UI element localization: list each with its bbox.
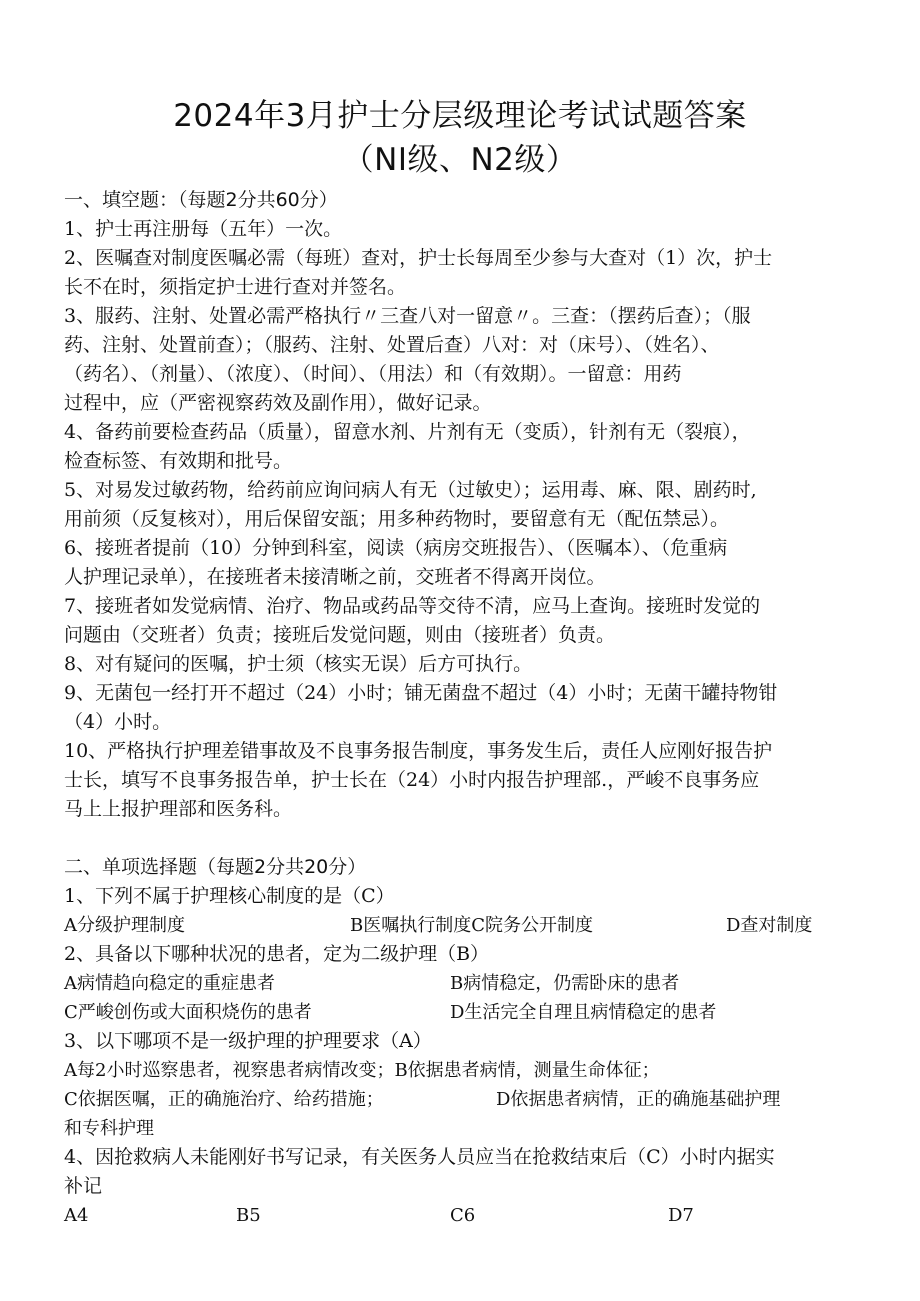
section1-line: 2、医嘱查对制度医嘱必需（每班）查对，护士长每周至少参与大查对（1）次，护士 [64, 247, 773, 269]
question-2-options-row1 [64, 969, 864, 998]
section-spacer [64, 824, 864, 853]
option-d: D查对制度 [726, 915, 813, 936]
document-title: 2024年3月护士分层级理论考试试题答案 [173, 98, 747, 134]
section1-line: 3、服药、注射、处置必需严格执行〃三查八对一留意〃。三查：（摆药后查）；（服 [64, 305, 751, 327]
option-d: D7 [668, 1205, 694, 1226]
option-c: C依据医嘱，正的确施治疗、给药措施； [64, 1089, 384, 1110]
option-a: A分级护理制度 [64, 915, 185, 936]
option-b-c: B医嘱执行制度C院务公开制度 [350, 915, 593, 936]
section1-line: 8、对有疑问的医嘱，护士须（核实无误）后方可执行。 [64, 653, 533, 675]
question-3-stem: 3、以下哪项不是一级护理的护理要求（A） [64, 1030, 432, 1052]
section1-line: 5、对易发过敏药物，给药前应询问病人有无（过敏史）；运用毒、麻、限、剧药时, [64, 479, 757, 501]
option-d: D生活完全自理且病情稳定的患者 [450, 1002, 717, 1023]
section1-line: 6、接班者提前（10）分钟到科室，阅读（病房交班报告）、（医嘱本）、（危重病 [64, 537, 728, 559]
option-d: D依据患者病情，正的确施基础护理 [496, 1089, 781, 1110]
question-4-stem: 4、因抢救病人未能刚好书写记录，有关医务人员应当在抢救结束后（C）小时内据实 [64, 1146, 775, 1168]
section1-line: 7、接班者如发觉病情、治疗、物品或药品等交待不清，应马上查询。接班时发觉的 [64, 595, 761, 617]
option-b: B病情稳定，仍需卧床的患者 [450, 973, 680, 994]
question-1-options [64, 911, 864, 940]
section1-line: 问题由（交班者）负责；接班后发觉问题，则由（接班者）负责。 [64, 624, 616, 646]
option-a: A4 [64, 1205, 89, 1226]
section1-line: 10、严格执行护理差错事故及不良事务报告制度，事务发生后，责任人应刚好报告护 [64, 740, 773, 762]
option-c: C严峻创伤或大面积烧伤的患者 [64, 1002, 312, 1023]
section2-heading: 二、单项选择题（每题2分共20分） [64, 856, 367, 878]
document-body [64, 186, 864, 1230]
section1-heading: 一、填空题：（每题2分共60分） [64, 189, 338, 211]
question-1-stem: 1、下列不属于护理核心制度的是（C） [64, 885, 395, 907]
section1-line: 士长，填写不良事务报告单，护士长在（24）小时内报告护理部.，严峻不良事务应 [64, 769, 760, 791]
option-d-continued: 和专科护理 [64, 1118, 154, 1139]
section1-line: 药、注射、处置前查）；（服药、注射、处置后查）八对：对（床号）、（姓名）、 [64, 334, 720, 356]
section1-line: 9、无菌包一经打开不超过（24）小时；铺无菌盘不超过（4）小时；无菌干罐持物钳 [64, 682, 778, 704]
question-4-stem-continued: 补记 [64, 1175, 103, 1197]
section1-line: （4）小时。 [64, 711, 172, 733]
option-a-b: A每2小时巡察患者，视察患者病情改变；B依据患者病情，测量生命体征； [64, 1060, 660, 1081]
section1-line: 用前须（反复核对），用后保留安瓿；用多种药物时，要留意有无（配伍禁忌）。 [64, 508, 730, 530]
question-3-options-row1 [64, 1056, 864, 1085]
question-4-options [64, 1201, 864, 1230]
option-c: C6 [450, 1205, 476, 1226]
question-3-options-row2 [64, 1085, 864, 1114]
section1-line: 4、备药前要检查药品（质量），留意水剂、片剂有无（变质），针剂有无（裂痕）， [64, 421, 751, 443]
section1-line: 检查标签、有效期和批号。 [64, 450, 293, 472]
question-3-options-row3 [64, 1114, 864, 1143]
section1-line: 人护理记录单），在接班者未接清晰之前，交班者不得离开岗位。 [64, 566, 606, 588]
question-2-stem: 2、具备以下哪种状况的患者，定为二级护理（B） [64, 943, 490, 965]
document-subtitle: （NI级、N2级） [342, 142, 578, 178]
section1-line: 马上上报护理部和医务科。 [64, 798, 293, 820]
section1-line: 长不在时，须指定护士进行查对并签名。 [64, 276, 407, 298]
question-2-options-row2 [64, 998, 864, 1027]
section1-line: 1、护士再注册每（五年）一次。 [64, 218, 343, 240]
option-a: A病情趋向稳定的重症患者 [64, 973, 275, 994]
section1-line: （药名）、（剂量）、（浓度）、（时间）、（用法）和（有效期）。一留意：用药 [64, 363, 682, 385]
section1-line: 过程中，应（严密视察药效及副作用），做好记录。 [64, 392, 492, 414]
option-b: B5 [236, 1205, 261, 1226]
